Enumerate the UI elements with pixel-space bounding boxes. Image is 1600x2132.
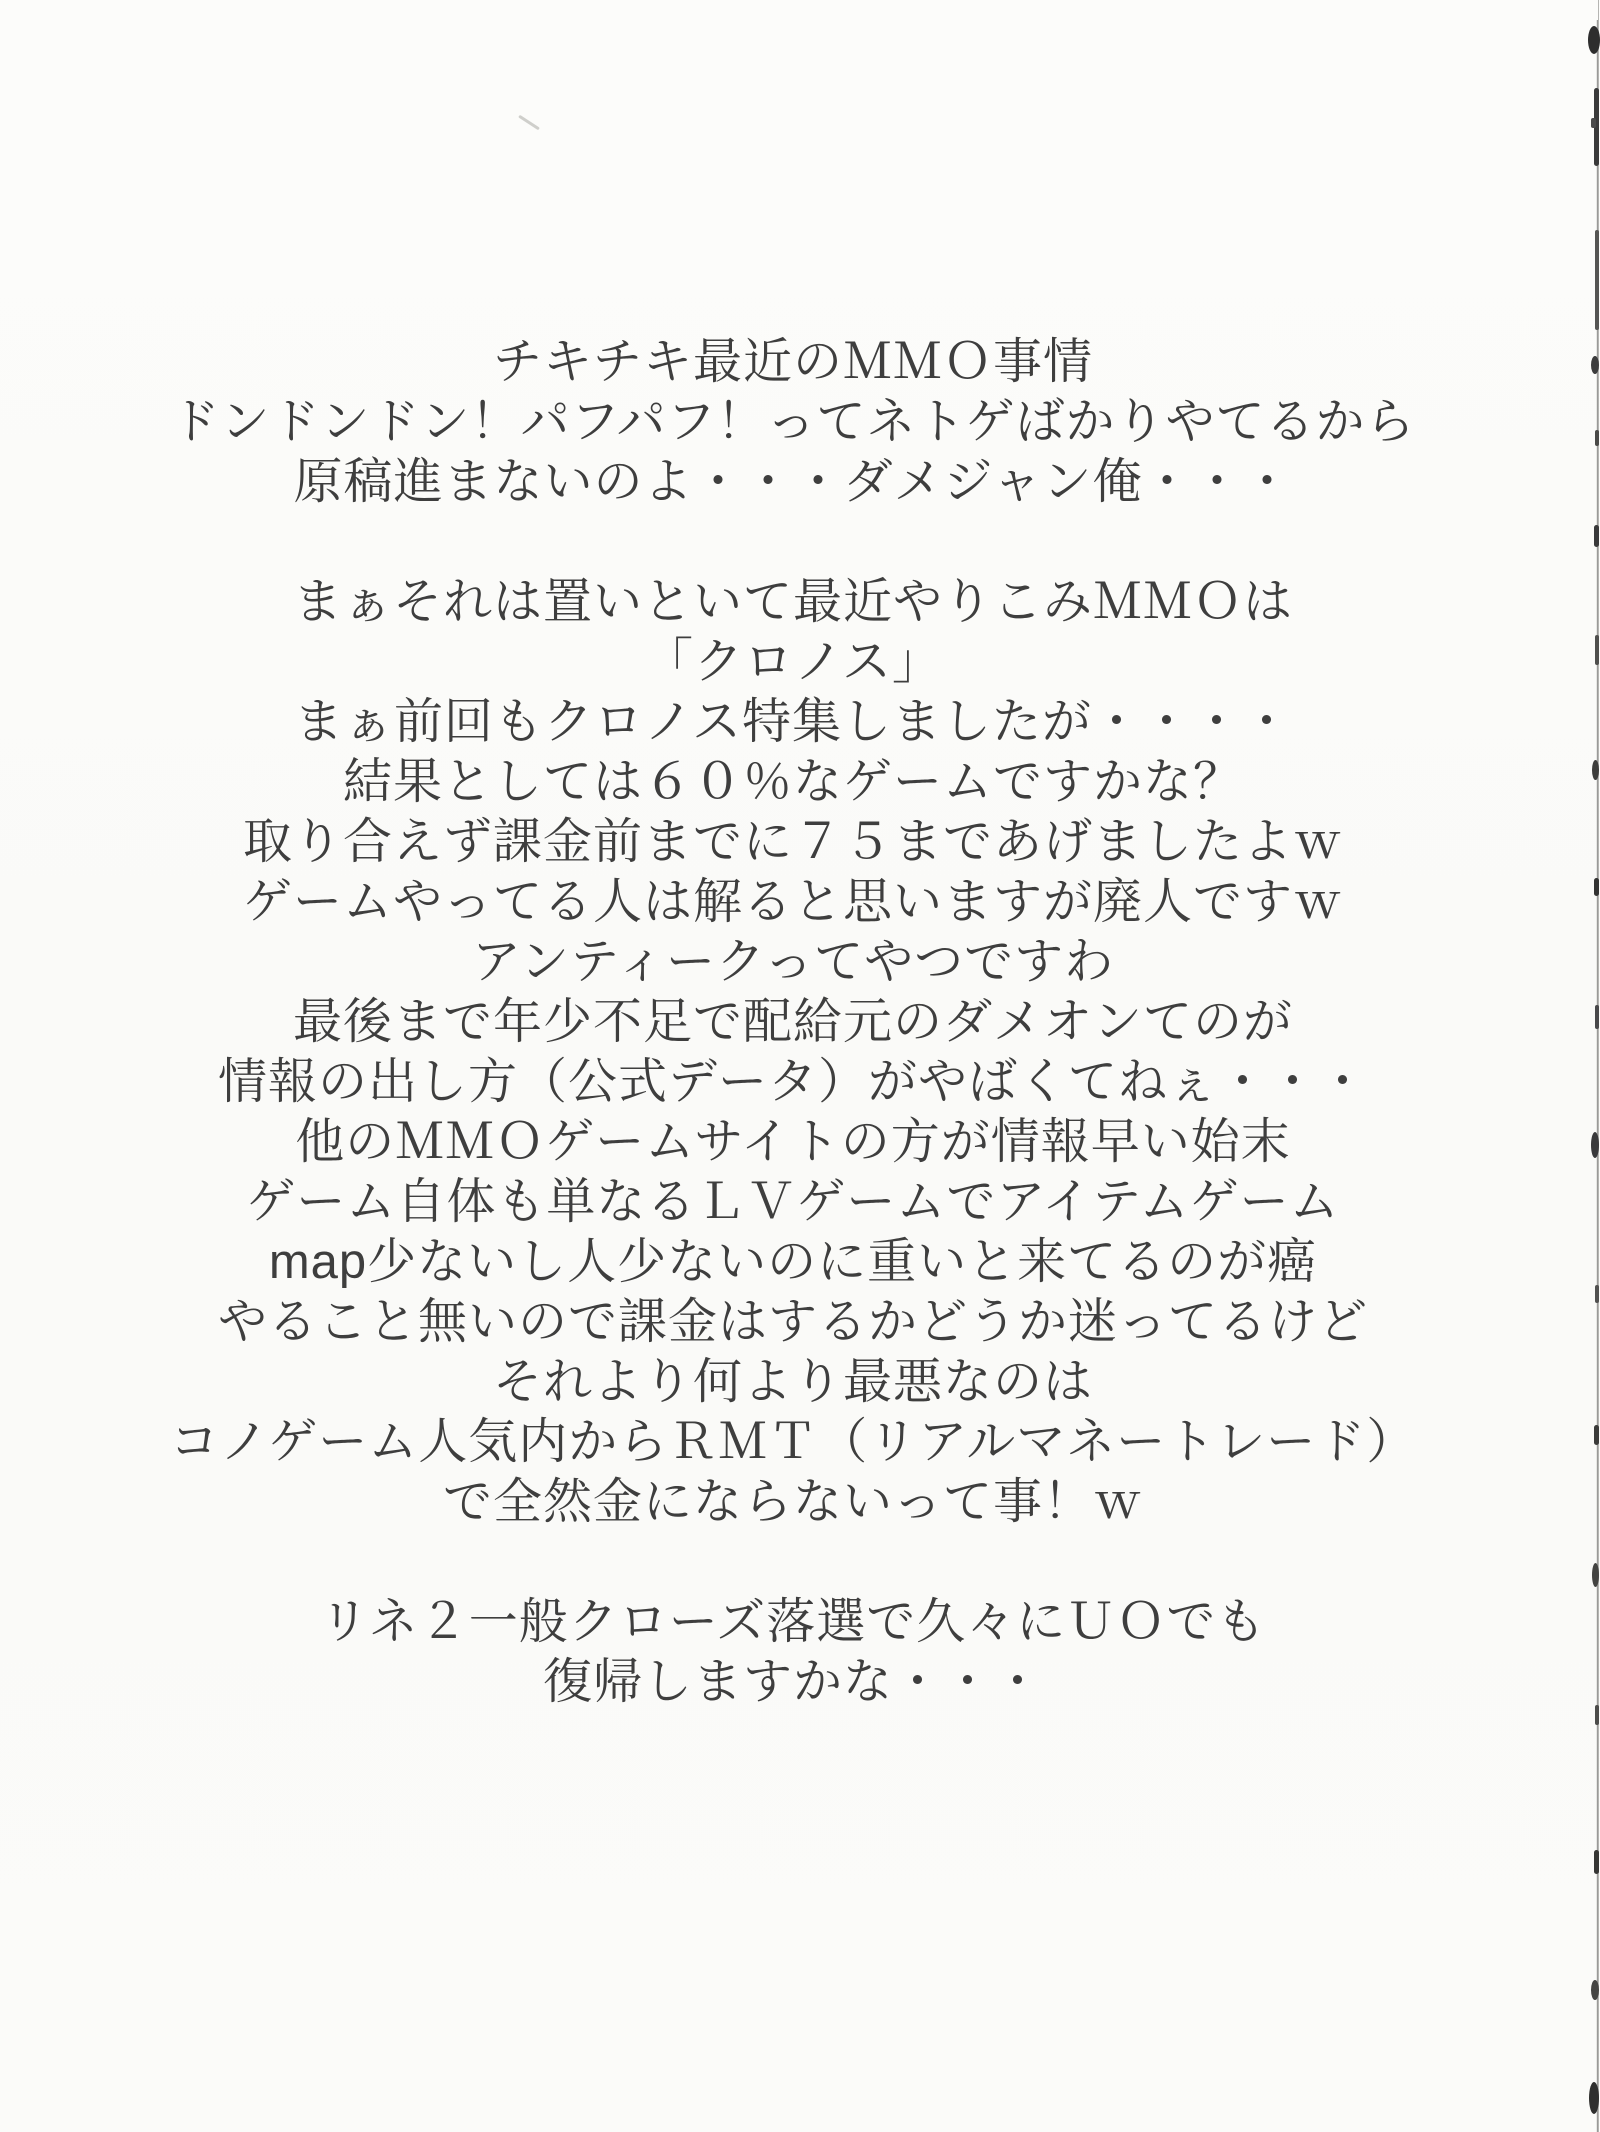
page-edge-artifact (1582, 0, 1600, 2132)
text-line: 結果としては６０％なゲームですかな？ (342, 755, 1243, 809)
text-line: 復帰しますかな・・・ (542, 1655, 1043, 1709)
text-line: それより何より最悪なのは (492, 1355, 1093, 1409)
text-line: チキチキ最近のＭＭＯ事情 (492, 335, 1093, 389)
scan-speck (518, 115, 540, 131)
text-line: 原稿進まないのよ・・・ダメジャン俺・・・ (293, 455, 1293, 509)
text-line: アンティークってやつですわ (471, 935, 1115, 989)
text-line: 他のＭＭＯゲームサイトの方が情報早い始末 (295, 1115, 1291, 1169)
text-line: map少ないし人少ないのに重いと来てるのが癌 (268, 1235, 1318, 1289)
text-line: ドンドンドン！パフパフ！ってネトゲばかりやてるから (170, 395, 1416, 449)
text-line: 「クロノス」 (643, 635, 943, 689)
text-line: 取り合えず課金前までに７５まであげましたよｗ (242, 815, 1343, 869)
text-line: ゲームやってる人は解ると思いますが廃人ですｗ (242, 875, 1343, 929)
text-line: やること無いので課金はするかどうか迷ってるけど (217, 1295, 1368, 1349)
text-line: コノゲーム人気内からＲＭＴ（リアルマネートレード） (169, 1415, 1417, 1469)
text-line: 最後まで年少不足で配給元のダメオンてのが (292, 995, 1293, 1049)
text-block (0, 332, 1586, 1712)
text-line: 情報の出し方（公式データ）がやばくてねぇ・・・ (217, 1055, 1368, 1109)
text-line: で全然金にならないって事！ｗ (442, 1475, 1143, 1529)
text-line: まぁそれは置いといて最近やりこみＭＭＯは (292, 575, 1293, 629)
text-line: ゲーム自体も単なるＬＶゲームでアイテムゲーム (246, 1175, 1340, 1229)
text-line: まぁ前回もクロノス特集しましたが・・・・ (293, 695, 1293, 749)
text-line-blank (0, 512, 1586, 572)
text-line: リネ２一般クローズ落選で久々にＵＯでも (319, 1595, 1267, 1649)
text-line-blank (0, 1532, 1586, 1592)
